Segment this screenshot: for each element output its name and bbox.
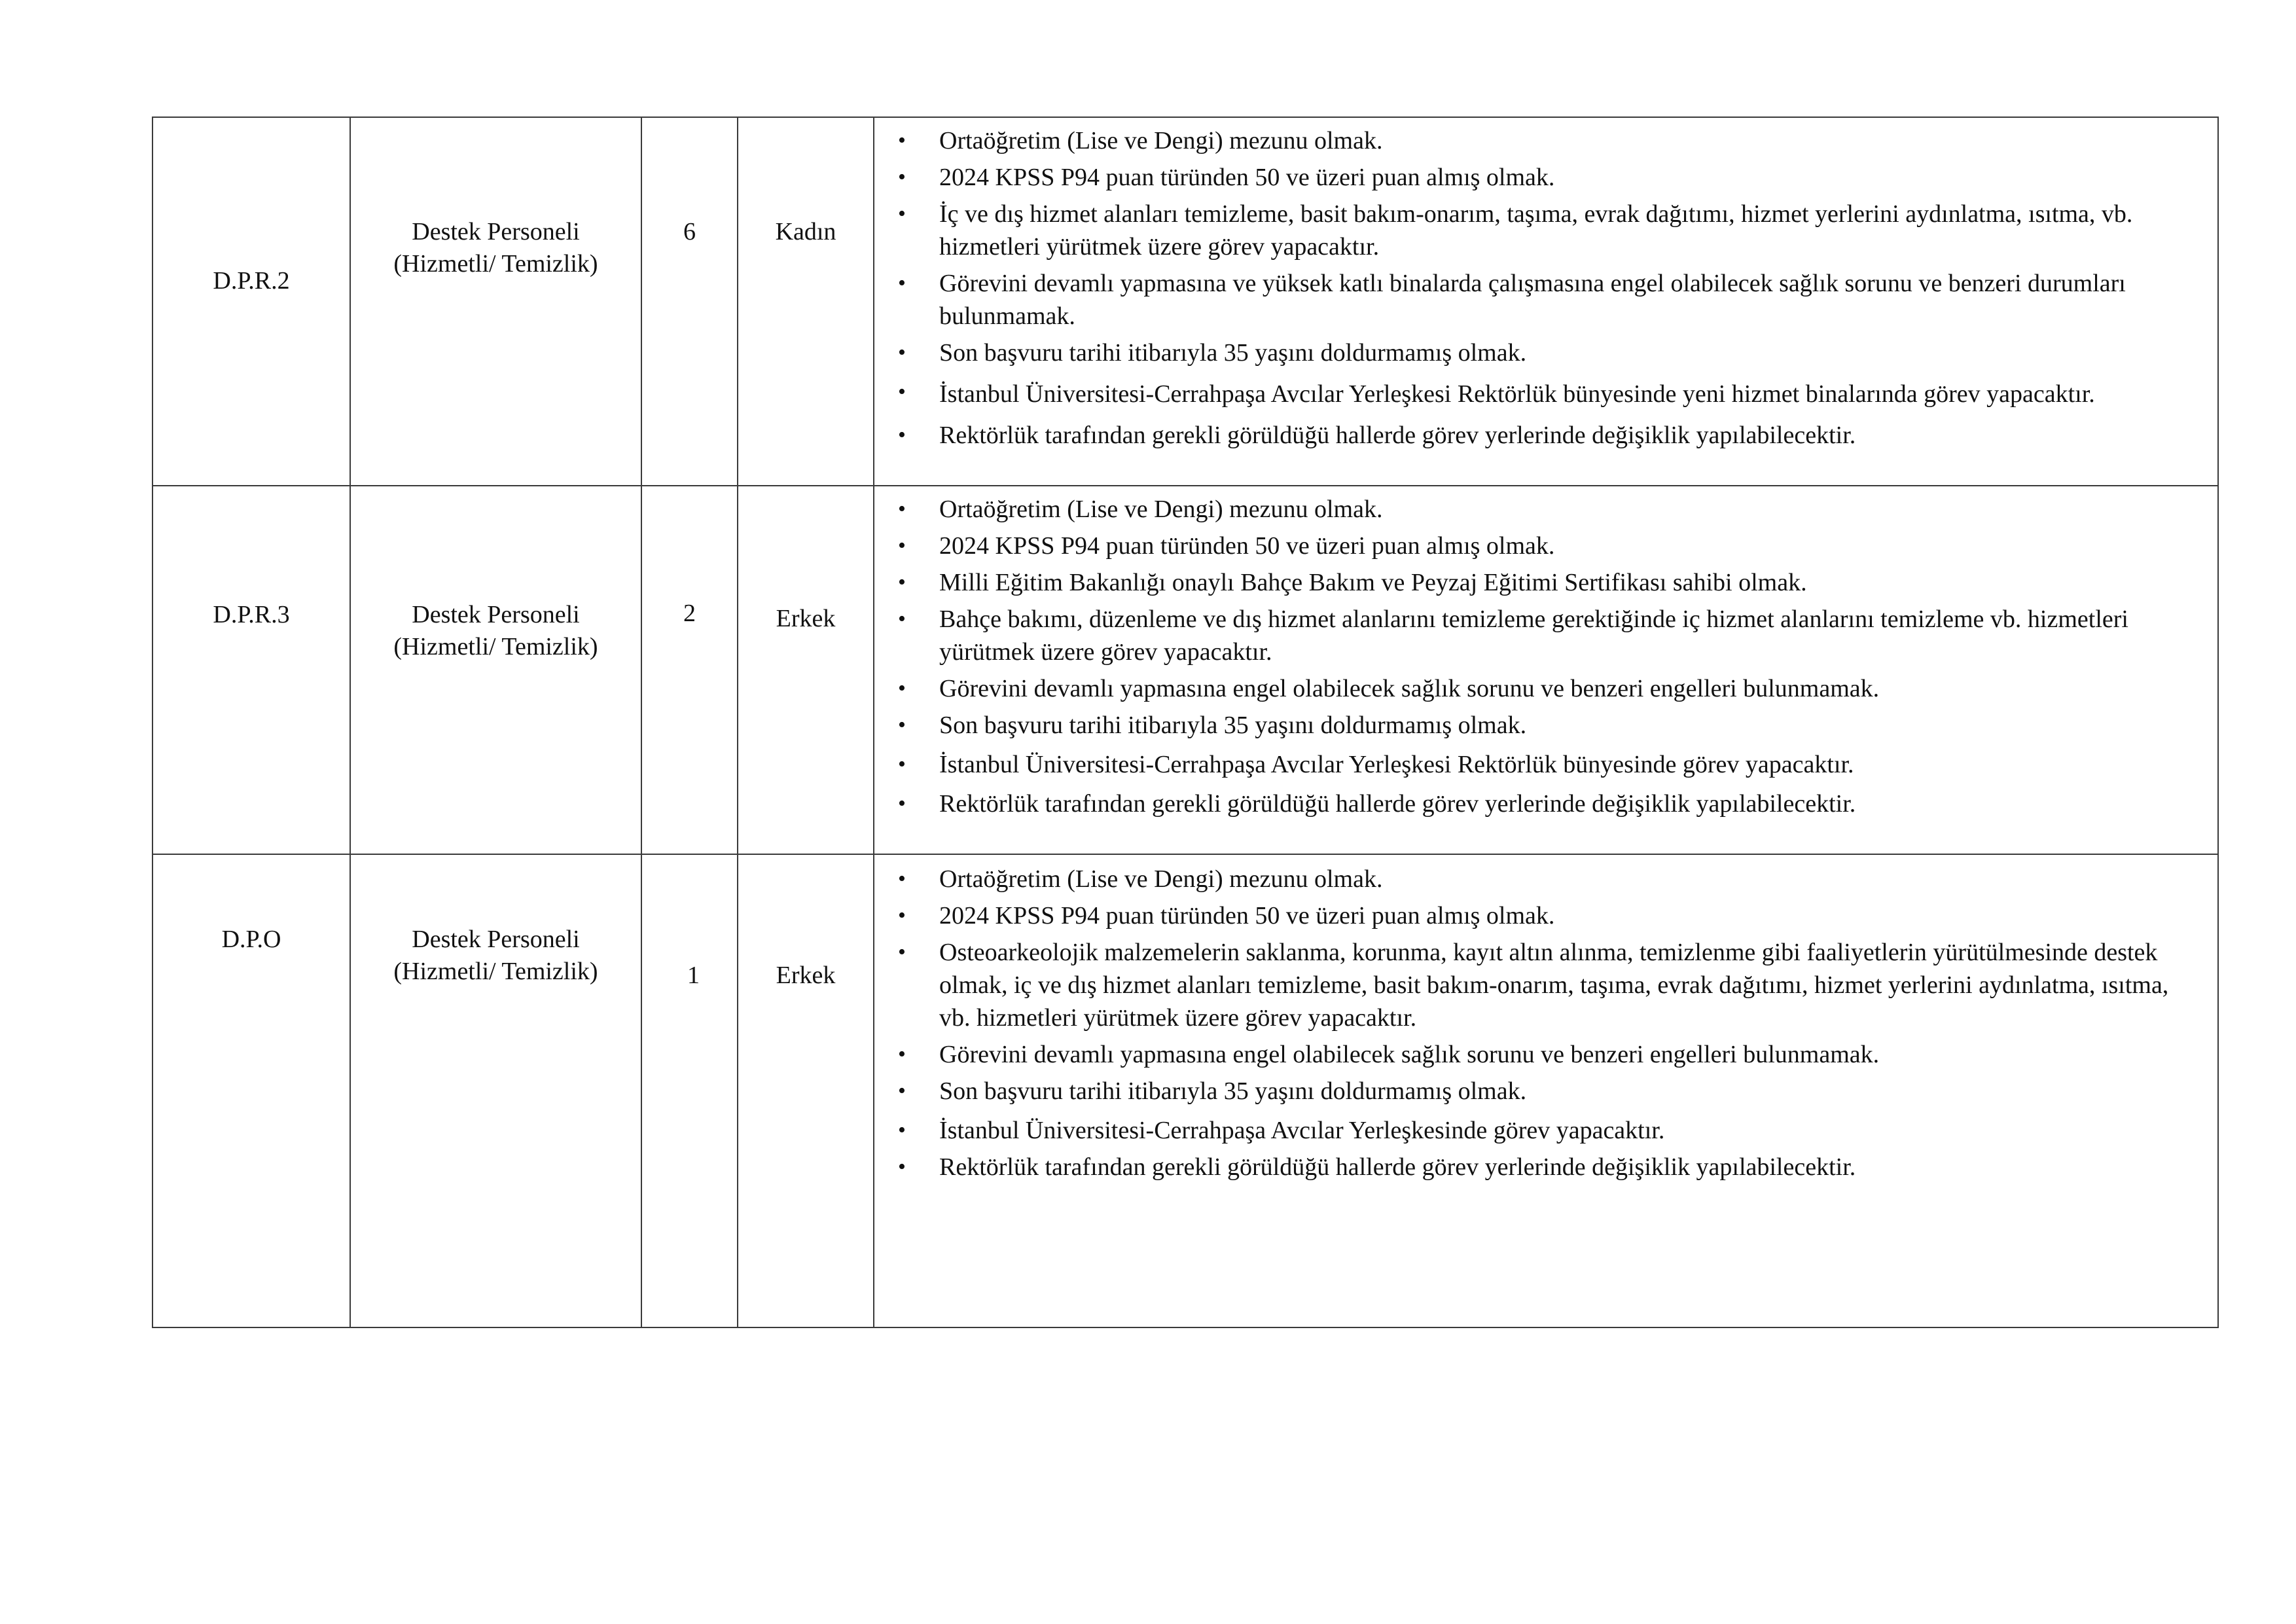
list-item: • Son başvuru tarihi itibarıyla 35 yaşını doldurmamış olmak.: [874, 336, 2191, 369]
bullet-icon: •: [898, 1155, 906, 1179]
bullet-icon: •: [898, 867, 906, 891]
bullet-icon: •: [898, 423, 906, 447]
bullet-icon: •: [898, 752, 906, 776]
position-gender: Erkek: [776, 962, 836, 989]
list-item: • Ortaöğretim (Lise ve Dengi) mezunu olmak.: [874, 863, 2191, 895]
bullet-icon: •: [898, 340, 906, 365]
bullet-icon: •: [898, 1042, 906, 1066]
list-item: • Rektörlük tarafından gerekli görüldüğü hallerde görev yerlerinde değişiklik yapılabilecektir.: [874, 787, 2191, 820]
position-title-line1: Destek Personeli: [412, 601, 580, 628]
table-row: [152, 117, 2218, 486]
requirements-cell: [874, 854, 2218, 1327]
position-gender-cell: [738, 117, 874, 486]
requirements-list: [874, 863, 2191, 1183]
position-title-line2: (Hizmetli/ Temizlik): [393, 250, 598, 278]
position-code-cell: [152, 486, 350, 854]
bullet-icon: •: [898, 202, 906, 226]
position-title-cell: [350, 854, 641, 1327]
position-count: 6: [683, 218, 696, 245]
list-item: • Rektörlük tarafından gerekli görüldüğü hallerde görev yerlerinde değişiklik yapılabilecektir.: [874, 1151, 2191, 1183]
position-title-line2: (Hizmetli/ Temizlik): [393, 633, 598, 661]
list-item: • İstanbul Üniversitesi-Cerrahpaşa Avcılar Yerleşkesinde görev yapacaktır.: [874, 1114, 2191, 1147]
bullet-icon: •: [898, 676, 906, 700]
bullet-icon: •: [898, 570, 906, 594]
requirements-list: [874, 124, 2191, 452]
position-count-cell: [641, 117, 738, 486]
list-item: • İç ve dış hizmet alanları temizleme, basit bakım-onarım, taşıma, evrak dağıtımı, hizmet yerlerini aydınlatma, ısıtma, vb. hizmetleri yürütmek üzere görev yapacaktır.: [874, 198, 2191, 263]
list-item: • Ortaöğretim (Lise ve Dengi) mezunu olmak.: [874, 493, 2191, 526]
position-count: 2: [683, 600, 696, 627]
list-item: • Rektörlük tarafından gerekli görüldüğü hallerde görev yerlerinde değişiklik yapılabilecektir.: [874, 419, 2191, 452]
bullet-icon: •: [898, 713, 906, 737]
position-title-line1: Destek Personeli: [412, 218, 580, 245]
bullet-icon: •: [898, 607, 906, 631]
position-gender-cell: [738, 854, 874, 1327]
bullet-icon: •: [898, 128, 906, 153]
table-row: [152, 486, 2218, 854]
position-count-cell: [641, 854, 738, 1327]
position-title-line1: Destek Personeli: [412, 926, 580, 953]
bullet-icon: •: [898, 497, 906, 521]
list-item: • Görevini devamlı yapmasına engel olabilecek sağlık sorunu ve benzeri engelleri bulunmamak.: [874, 1038, 2191, 1071]
list-item: • İstanbul Üniversitesi-Cerrahpaşa Avcılar Yerleşkesi Rektörlük bünyesinde görev yapacaktır.: [874, 748, 2191, 781]
bullet-icon: •: [898, 165, 906, 189]
list-item: • Milli Eğitim Bakanlığı onaylı Bahçe Bakım ve Peyzaj Eğitimi Sertifikası sahibi olmak.: [874, 566, 2191, 599]
list-item: • 2024 KPSS P94 puan türünden 50 ve üzeri puan almış olmak.: [874, 530, 2191, 562]
bullet-icon: •: [898, 903, 906, 928]
list-item: • Son başvuru tarihi itibarıyla 35 yaşını doldurmamış olmak.: [874, 709, 2191, 742]
list-item: • Bahçe bakımı, düzenleme ve dış hizmet alanlarını temizleme gerektiğinde iç hizmet alanlarını temizleme vb. hizmetleri yürütmek üzere görev yapacaktır.: [874, 603, 2191, 668]
position-title-line2: (Hizmetli/ Temizlik): [393, 958, 598, 986]
list-item: • Görevini devamlı yapmasına engel olabilecek sağlık sorunu ve benzeri engelleri bulunmamak.: [874, 672, 2191, 705]
position-code-cell: [152, 854, 350, 1327]
position-code: D.P.R.2: [213, 267, 290, 295]
position-title-cell: [350, 117, 641, 486]
bullet-icon: •: [898, 533, 906, 558]
bullet-icon: •: [898, 1079, 906, 1103]
position-code: D.P.R.3: [213, 601, 290, 628]
list-item: • İstanbul Üniversitesi-Cerrahpaşa Avcılar Yerleşkesi Rektörlük bünyesinde yeni hizmet binalarında görev yapacaktır.: [874, 376, 2191, 412]
bullet-icon: •: [898, 940, 906, 964]
bullet-icon: •: [898, 380, 906, 404]
bullet-icon: •: [898, 271, 906, 295]
list-item: • Osteoarkeolojik malzemelerin saklanma, korunma, kayıt altın alınma, temizlenme gibi faaliyetlerin yürütülmesinde destek olmak, iç ve dış hizmet alanları temizleme, basit bakım-onarım, taşıma, evrak dağıtımı, hizmet yerlerini aydınlatma, ısıtma, vb. hizmetleri yürütmek üzere görev yapacaktır.: [874, 936, 2191, 1034]
requirements-list: [874, 493, 2191, 820]
positions-table: [152, 117, 2219, 1328]
list-item: • 2024 KPSS P94 puan türünden 50 ve üzeri puan almış olmak.: [874, 161, 2191, 194]
table-row: [152, 854, 2218, 1327]
list-item: • Ortaöğretim (Lise ve Dengi) mezunu olmak.: [874, 124, 2191, 157]
position-count: 1: [687, 962, 700, 989]
position-title-cell: [350, 486, 641, 854]
position-code: D.P.O: [221, 926, 281, 953]
bullet-icon: •: [898, 1118, 906, 1142]
list-item: • Görevini devamlı yapmasına ve yüksek katlı binalarda çalışmasına engel olabilecek sağlık sorunu ve benzeri durumları bulunmamak.: [874, 267, 2191, 333]
position-gender: Erkek: [776, 605, 836, 632]
position-gender-cell: [738, 486, 874, 854]
requirements-cell: [874, 486, 2218, 854]
position-code-cell: [152, 117, 350, 486]
bullet-icon: •: [898, 791, 906, 816]
position-gender: Kadın: [775, 218, 836, 245]
list-item: • 2024 KPSS P94 puan türünden 50 ve üzeri puan almış olmak.: [874, 899, 2191, 932]
requirements-cell: [874, 117, 2218, 486]
list-item: • Son başvuru tarihi itibarıyla 35 yaşını doldurmamış olmak.: [874, 1075, 2191, 1108]
position-count-cell: [641, 486, 738, 854]
